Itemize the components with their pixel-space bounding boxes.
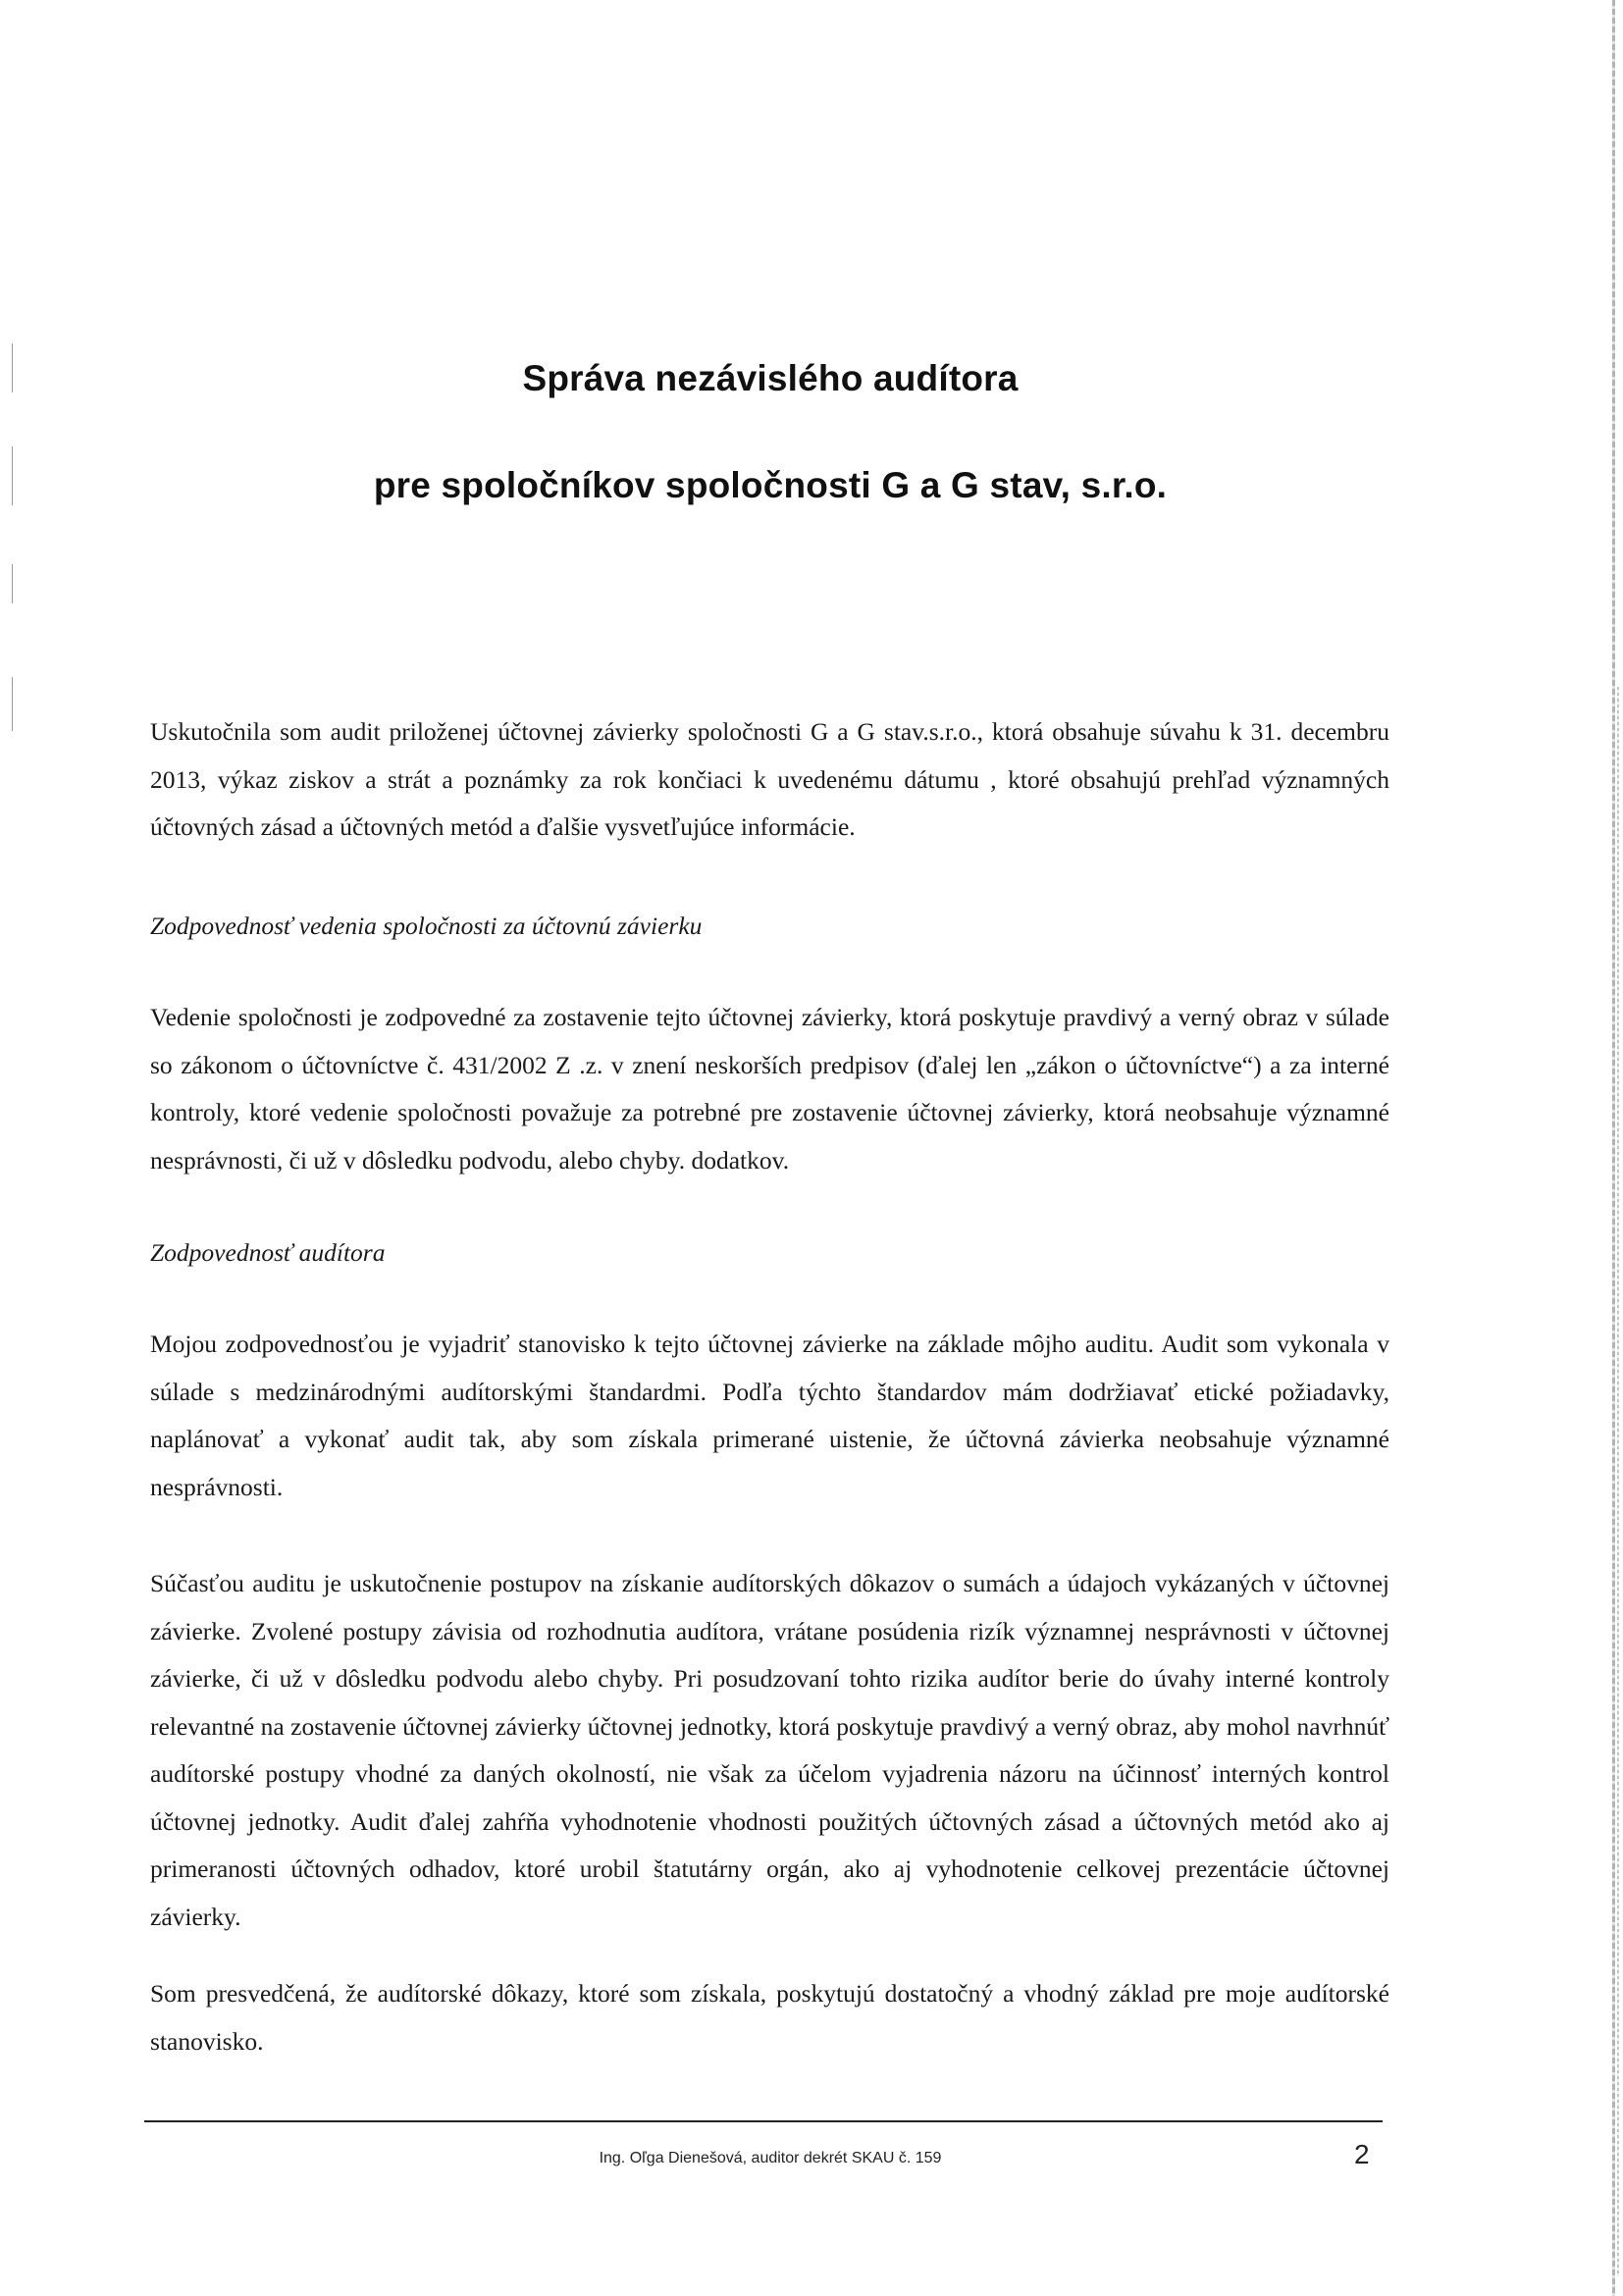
- paragraph-text: Som presvedčená, že audítorské dôkazy, ktoré som získala, poskytujú dostatočný a vhodný základ pre moje audítorské stanovisko.: [150, 1979, 1389, 2056]
- document-title: Správa nezávislého audítora: [522, 358, 1019, 398]
- scan-edge-artifact: [12, 677, 13, 731]
- footer-divider: [144, 2120, 1383, 2122]
- scan-edge-artifact: [1617, 687, 1619, 2276]
- section-heading-management: Zodpovednosť vedenia spoločnosti za účtovnú závierku: [150, 912, 703, 940]
- scan-edge-artifact: [12, 564, 13, 603]
- document-subtitle: pre spoločníkov spoločnosti G a G stav, s.r.o.: [373, 465, 1168, 505]
- paragraph-text: Uskutočnila som audit priloženej účtovnej závierky spoločnosti G a G stav.s.r.o., ktorá obsahuje súvahu k 31. decembru 2013, výkaz ziskov a strát a poznámky za rok končiaci k uvedenému dátumu , ktoré obsahujú prehľad významných účtovných zásad a účtovných metód a ďalšie vysvetľujúce informácie.: [150, 717, 1389, 841]
- audit-procedures-paragraph: [150, 1560, 1389, 1941]
- page-number: 2: [1354, 2139, 1370, 2169]
- management-paragraph: [150, 994, 1389, 1184]
- audit-evidence-paragraph: [150, 1970, 1389, 2065]
- section-heading-auditor: Zodpovednosť audítora: [150, 1238, 386, 1267]
- paragraph-text: Súčasťou auditu je uskutočnenie postupov na získanie audítorských dôkazov o sumách a údajoch vykázaných v účtovnej závierke. Zvolené postupy závisia od rozhodnutia audítora, vrátane posúdenia rizík významnej nesprávnosti v účtovnej závierke, či už v dôsledku podvodu alebo chyby. Pri posudzovaní tohto rizika audítor berie do úvahy interné kontroly relevantné na zostavenie účtovnej závierky účtovnej jednotky, ktorá poskytuje pravdivý a verný obraz, aby mohol navrhnúť audítorské postupy vhodné za daných okolností, nie však za účelom vyjadrenia názoru na účinnosť interných kontrol účtovnej jednotky. Audit ďalej zahŕňa vyhodnotenie vhodnosti použitých účtovných zásad a účtovných metód ako aj primeranosti účtovných odhadov, ktoré urobil štatutárny orgán, ako aj vyhodnotenie celkovej prezentácie účtovnej závierky.: [150, 1569, 1389, 1931]
- paragraph-text: Vedenie spoločnosti je zodpovedné za zostavenie tejto účtovnej závierky, ktorá poskytuje pravdivý a verný obraz v súlade so zákonom o účtovníctve č. 431/2002 Z .z. v znení neskorších predpisov (ďalej len „zákon o účtovníctve“) a za interné kontroly, ktoré vedenie spoločnosti považuje za potrebné pre zostavenie účtovnej závierky, ktorá neobsahuje významné nesprávnosti, či už v dôsledku podvodu, alebo chyby. dodatkov.: [150, 1003, 1389, 1174]
- scan-edge-artifact: [1612, 0, 1615, 2296]
- footer-auditor-info: Ing. Oľga Dienešová, auditor dekrét SKAU č. 159: [599, 2150, 942, 2166]
- paragraph-text: Mojou zodpovednosťou je vyjadriť stanovisko k tejto účtovnej závierke na základe môjho auditu. Audit som vykonala v súlade s medzinárodnými audítorskými štandardmi. Podľa týchto štandardov mám dodržiavať etické požiadavky, naplánovať a vykonať audit tak, aby som získala primerané uistenie, že účtovná závierka neobsahuje významné nesprávnosti.: [150, 1330, 1389, 1501]
- auditor-responsibility-paragraph: [150, 1321, 1389, 1511]
- intro-paragraph: [150, 708, 1389, 852]
